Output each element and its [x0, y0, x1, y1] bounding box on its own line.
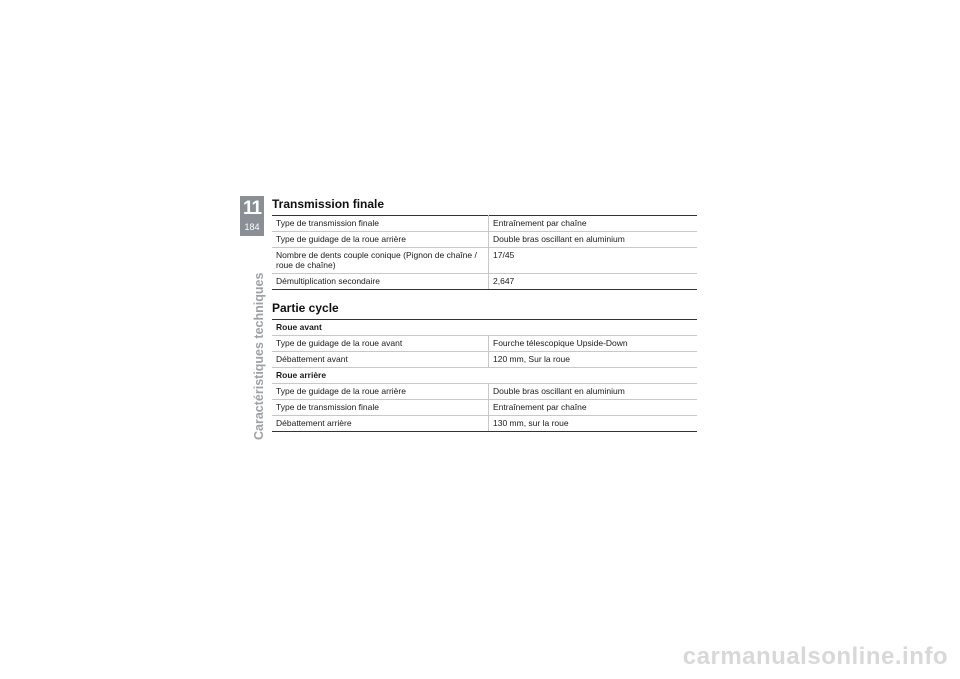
table-row	[272, 352, 697, 368]
row-label: Démultiplication secondaire	[272, 274, 489, 290]
row-value: Entraînement par chaîne	[489, 216, 698, 232]
chapter-tab	[240, 196, 264, 236]
row-label: Débattement avant	[272, 352, 489, 368]
watermark: carmanualsonline.info	[682, 643, 948, 670]
table-row	[272, 336, 697, 352]
subheading-row	[272, 368, 697, 384]
table-row	[272, 248, 697, 274]
row-label: Type de guidage de la roue avant	[272, 336, 489, 352]
row-label: Débattement arrière	[272, 416, 489, 432]
row-label: Nombre de dents couple conique (Pignon de chaîne / roue de chaîne)	[272, 248, 489, 274]
row-value: Entraînement par chaîne	[489, 400, 698, 416]
row-label: Type de transmission finale	[272, 216, 489, 232]
row-value: Double bras oscillant en aluminium	[489, 384, 698, 400]
transmission-table	[272, 215, 697, 290]
table-row	[272, 274, 697, 290]
table-row	[272, 232, 697, 248]
page-content	[272, 196, 697, 432]
row-value: 2,647	[489, 274, 698, 290]
row-value: Double bras oscillant en aluminium	[489, 232, 698, 248]
row-value: Fourche télescopique Upside-Down	[489, 336, 698, 352]
chapter-title: Caractéristiques techniques	[252, 272, 266, 440]
row-label: Type de transmission finale	[272, 400, 489, 416]
row-value: 17/45	[489, 248, 698, 274]
subheading-front: Roue avant	[272, 320, 697, 336]
page-number: 184	[244, 222, 260, 232]
subheading-rear: Roue arrière	[272, 368, 697, 384]
table-row	[272, 400, 697, 416]
chapter-number: 11	[242, 198, 262, 219]
section-title-transmission: Transmission finale	[272, 197, 385, 211]
section-title-cycle: Partie cycle	[272, 301, 339, 315]
table-row	[272, 416, 697, 432]
cycle-table	[272, 319, 697, 432]
row-label: Type de guidage de la roue arrière	[272, 232, 489, 248]
row-label: Type de guidage de la roue arrière	[272, 384, 489, 400]
subheading-row	[272, 320, 697, 336]
table-row	[272, 384, 697, 400]
row-value: 120 mm, Sur la roue	[489, 352, 698, 368]
row-value: 130 mm, sur la roue	[489, 416, 698, 432]
table-row	[272, 216, 697, 232]
